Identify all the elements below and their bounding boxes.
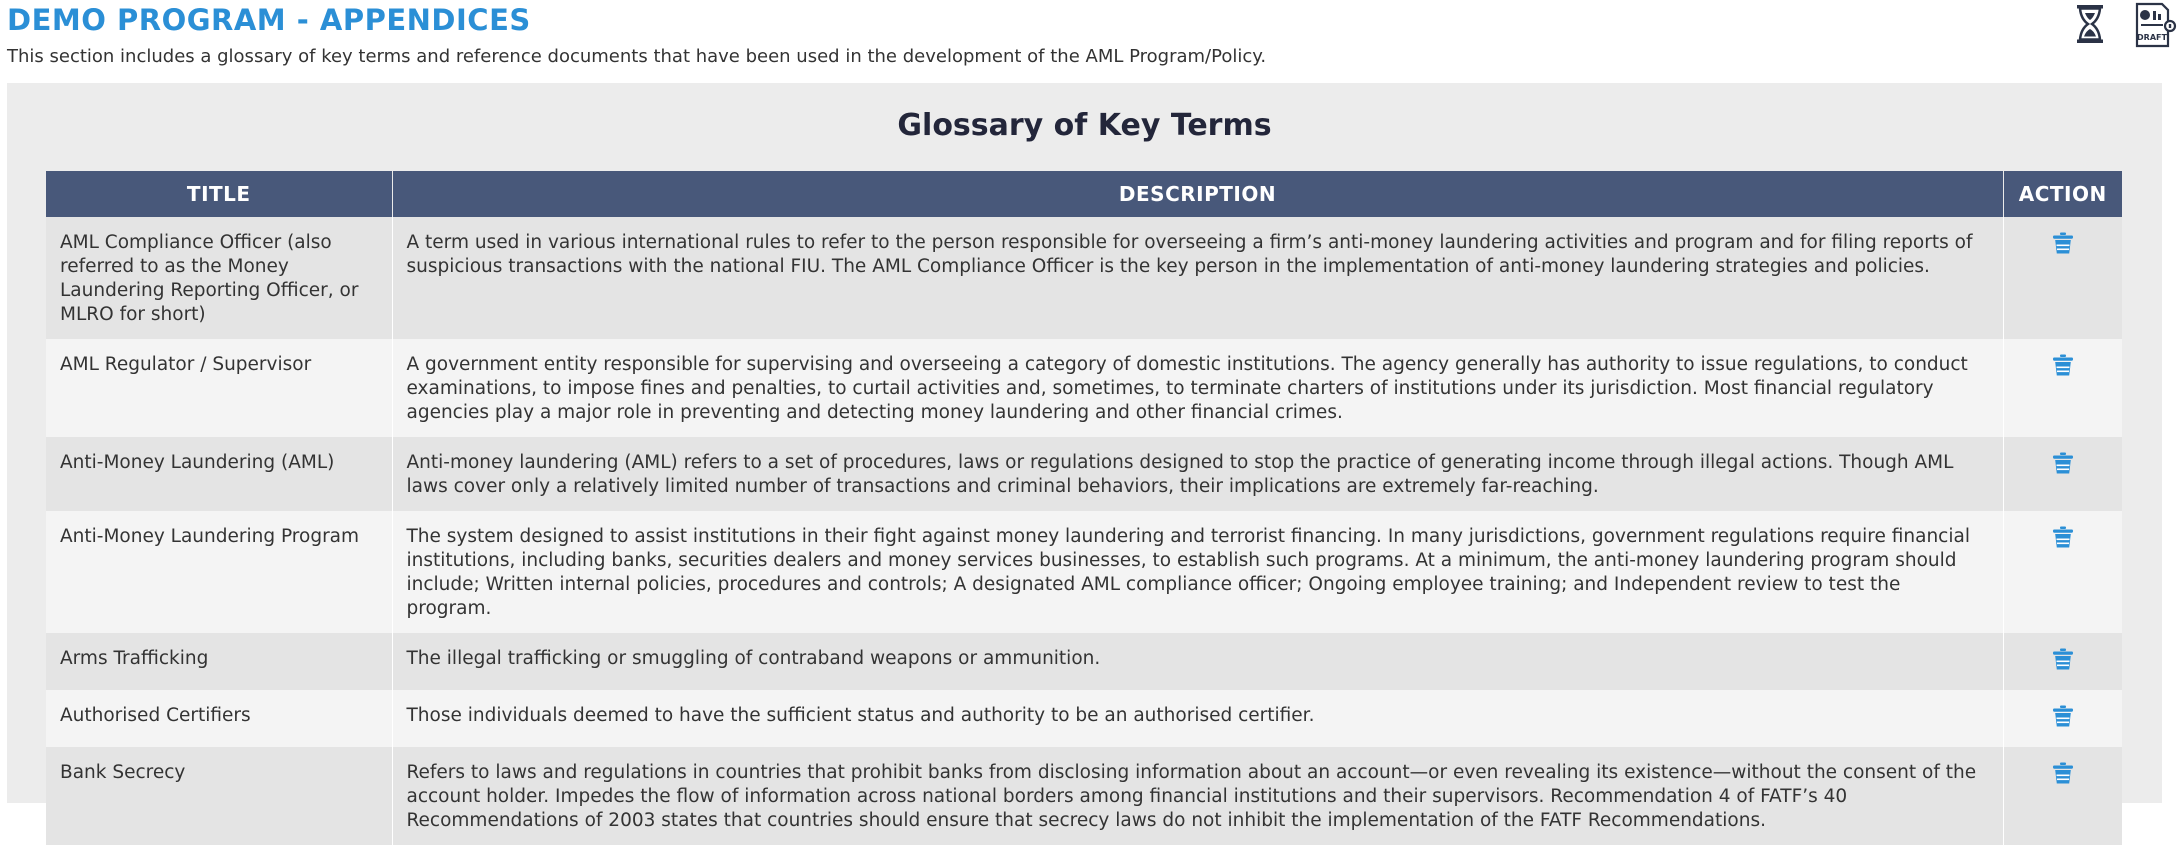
- glossary-heading: Glossary of Key Terms: [897, 108, 1272, 143]
- glossary-table: [46, 171, 2122, 845]
- term-title: Arms Trafficking: [46, 633, 392, 690]
- action-cell: [2003, 633, 2122, 690]
- term-description: Anti-money laundering (AML) refers to a set of procedures, laws or regulations designed to stop the practice of generating income through illegal actions. Though AML laws cover only a relatively limited number of transactions and criminal behaviors, their implications are extremely far-reaching.: [392, 437, 2003, 511]
- draft-label: DRAFT: [2137, 33, 2167, 42]
- delete-icon[interactable]: [2051, 525, 2075, 549]
- term-description: Refers to laws and regulations in countries that prohibit banks from disclosing information about an account—or even revealing its existence—without the consent of the account holder. Impedes the flow of information across national borders among financial institutions and their supervisors. Recommendation 4 of FATF’s 40 Recommendations of 2003 states that countries should ensure that secrecy laws do not inhibit the implementation of the FATF Recommendations.: [392, 747, 2003, 845]
- glossary-panel: [7, 83, 2162, 831]
- term-title: AML Regulator / Supervisor: [46, 339, 392, 437]
- term-description: The system designed to assist institutions in their fight against money laundering and terrorist financing. In many jurisdictions, government regulations require financial institutions, including banks, securities dealers and money services businesses, to establish such programs. At a minimum, the anti-money laundering program should include; Written internal policies, procedures and controls; A designated AML compliance officer; Ongoing employee training; and Independent review to test the program.: [392, 511, 2003, 633]
- term-description: A government entity responsible for supervising and overseeing a category of domestic institutions. The agency generally has authority to issue regulations, to conduct examinations, to impose fines and penalties, to curtail activities and, sometimes, to terminate charters of institutions under its jurisdiction. Most financial regulatory agencies play a major role in preventing and detecting money laundering and other financial crimes.: [392, 339, 2003, 437]
- page-title: DEMO PROGRAM - APPENDICES: [7, 3, 531, 37]
- delete-icon[interactable]: [2051, 353, 2075, 377]
- table-row: [46, 633, 2122, 690]
- table-row: [46, 339, 2122, 437]
- column-header-description[interactable]: DESCRIPTION: [392, 171, 2003, 217]
- action-cell: [2003, 217, 2122, 339]
- table-row: [46, 217, 2122, 339]
- table-row: [46, 511, 2122, 633]
- term-title: Anti-Money Laundering Program: [46, 511, 392, 633]
- column-header-title[interactable]: TITLE: [46, 171, 392, 217]
- draft-report-icon[interactable]: [2132, 2, 2176, 46]
- delete-icon[interactable]: [2051, 451, 2075, 475]
- column-header-action: ACTION: [2003, 171, 2122, 217]
- term-title: Authorised Certifiers: [46, 690, 392, 747]
- table-row: [46, 437, 2122, 511]
- term-description: Those individuals deemed to have the sufficient status and authority to be an authorised certifier.: [392, 690, 2003, 747]
- term-title: Bank Secrecy: [46, 747, 392, 845]
- delete-icon[interactable]: [2051, 647, 2075, 671]
- term-description: The illegal trafficking or smuggling of contraband weapons or ammunition.: [392, 633, 2003, 690]
- delete-icon[interactable]: [2051, 231, 2075, 255]
- action-cell: [2003, 437, 2122, 511]
- term-title: Anti-Money Laundering (AML): [46, 437, 392, 511]
- delete-icon[interactable]: [2051, 704, 2075, 728]
- action-cell: [2003, 690, 2122, 747]
- hourglass-icon[interactable]: [2068, 2, 2112, 46]
- term-description: A term used in various international rules to refer to the person responsible for overseeing a firm’s anti-money laundering activities and program and for filing reports of suspicious transactions with the national FIU. The AML Compliance Officer is the key person in the implementation of anti-money laundering strategies and policies.: [392, 217, 2003, 339]
- table-row: [46, 747, 2122, 845]
- delete-icon[interactable]: [2051, 761, 2075, 785]
- action-cell: [2003, 339, 2122, 437]
- action-cell: [2003, 511, 2122, 633]
- page-subtitle: This section includes a glossary of key terms and reference documents that have been used in the development of the AML Program/Policy.: [7, 46, 1267, 67]
- term-title: AML Compliance Officer (also referred to as the Money Laundering Reporting Officer, or MLRO for short): [46, 217, 392, 339]
- table-row: [46, 690, 2122, 747]
- action-cell: [2003, 747, 2122, 845]
- glossary-header-row: [46, 171, 2122, 217]
